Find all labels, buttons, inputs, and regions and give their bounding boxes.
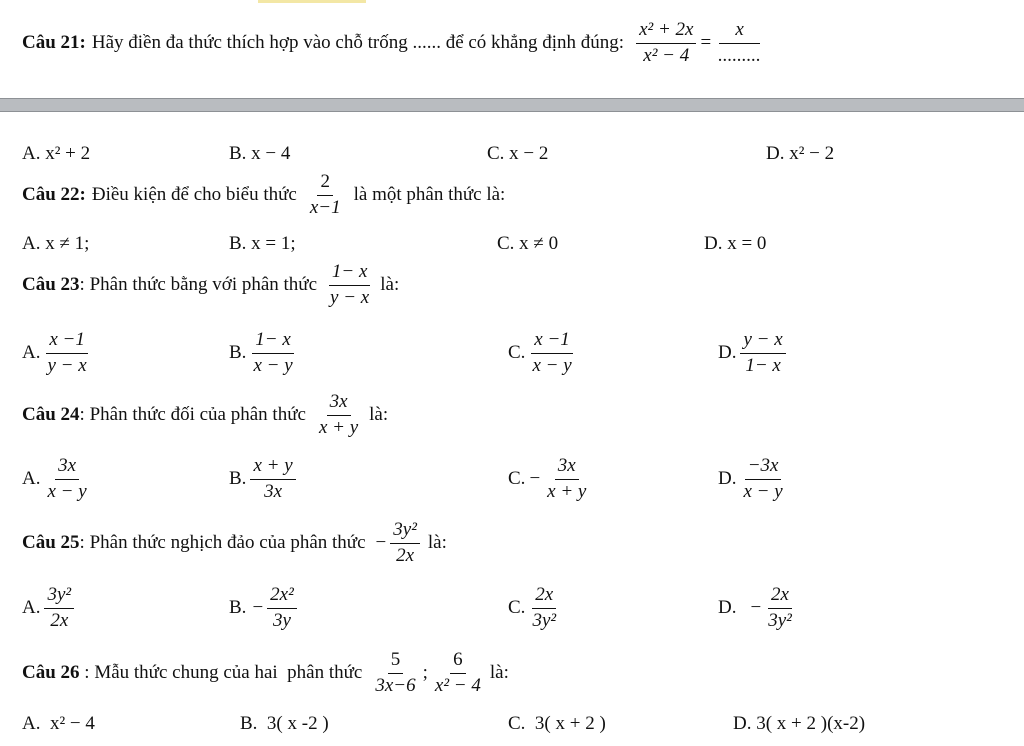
q24-option-d-numerator: −3x (745, 456, 782, 480)
q24-option-b-letter: B. (229, 468, 247, 490)
q26-semicolon: ; (422, 662, 428, 684)
q21-option-b: B. x − 4 (229, 143, 291, 164)
q24-option-d-letter: D. (718, 468, 737, 490)
q25-option-d-sign: − (750, 597, 762, 619)
q26-option-a: A. x² − 4 (22, 713, 95, 734)
q25-text-after: là: (427, 532, 447, 554)
q23-option-a (22, 330, 94, 377)
q24-option-c-numerator: 3x (555, 456, 579, 480)
q23-option-d-denominator: 1− x (745, 354, 781, 376)
q24-text-after: là: (369, 404, 389, 426)
q26-fraction-2 (432, 650, 484, 697)
q25-option-a (22, 585, 78, 632)
q24-option-a-numerator: 3x (55, 456, 79, 480)
q23-option-a-denominator: y − x (47, 354, 87, 376)
q25-numerator: 3y² (390, 520, 420, 544)
q23-denominator: y − x (330, 286, 370, 308)
q21-rhs-blank: ......... (718, 44, 761, 66)
question-24 (22, 392, 388, 439)
q25-option-a-numerator: 3y² (44, 585, 74, 609)
q24-option-c-denominator: x + y (547, 480, 587, 502)
q26-option-b: B. 3( x -2 ) (240, 713, 329, 734)
q26-fraction-1 (372, 650, 418, 697)
q25-option-c (508, 585, 563, 632)
q26-text-after: là: (489, 662, 509, 684)
q25-option-d-denominator: 3y² (768, 609, 792, 631)
q23-option-c-letter: C. (508, 342, 526, 364)
q23-option-d-numerator: y − x (740, 330, 785, 354)
q25-option-b-sign: − (252, 597, 264, 619)
q23-text-after: là: (380, 274, 400, 296)
q24-option-c (508, 456, 593, 503)
q23-option-b-letter: B. (229, 342, 247, 364)
q22-denominator: x−1 (309, 196, 341, 218)
q26-fraction-1-numerator: 5 (388, 650, 404, 674)
q23-option-b-denominator: x − y (253, 354, 293, 376)
q21-rhs-numerator: x (719, 20, 759, 44)
q25-option-b-numerator: 2x² (267, 585, 297, 609)
q21-equals: = (700, 32, 712, 54)
q25-option-c-numerator: 2x (532, 585, 556, 609)
q21-lhs-fraction (636, 20, 696, 67)
q22-option-d: D. x = 0 (704, 233, 767, 254)
q26-text: : Mẫu thức chung của hai phân thức (79, 662, 363, 684)
q23-option-b (229, 330, 300, 377)
q23-fraction (327, 262, 372, 309)
q21-lhs-denominator: x² − 4 (643, 44, 690, 66)
q25-denominator: 2x (396, 544, 415, 566)
q24-label: Câu 24 (22, 404, 80, 426)
q23-option-b-fraction (250, 330, 295, 377)
q23-option-a-fraction (44, 330, 89, 377)
q22-option-a: A. x ≠ 1; (22, 233, 90, 254)
question-23 (22, 262, 399, 309)
q25-option-d-fraction (765, 585, 795, 632)
q24-option-c-fraction (544, 456, 589, 503)
q24-option-d-fraction (740, 456, 785, 503)
question-22 (22, 172, 505, 219)
q24-option-a-fraction (44, 456, 89, 503)
q23-option-c-denominator: x − y (532, 354, 572, 376)
separator-bar (0, 98, 1024, 112)
q25-text: : Phân thức nghịch đảo của phân thức (79, 532, 366, 554)
q24-denominator: x + y (318, 416, 359, 438)
q26-fraction-2-denominator: x² − 4 (434, 674, 481, 696)
q21-rhs-fraction (715, 20, 764, 67)
q24-option-c-letter: C. (508, 468, 526, 490)
q25-option-c-letter: C. (508, 597, 526, 619)
q25-option-c-fraction (529, 585, 559, 632)
q21-option-d: D. x² − 2 (766, 143, 835, 164)
q23-option-c (508, 330, 579, 377)
q24-option-d (718, 456, 790, 503)
q24-option-a-letter: A. (22, 468, 41, 490)
q24-option-b (229, 456, 300, 503)
q26-fraction-1-denominator: 3x−6 (375, 674, 416, 696)
top-highlight-strip (258, 0, 366, 3)
q22-numerator: 2 (317, 172, 333, 196)
q25-option-d-letter: D. (718, 597, 737, 619)
q25-option-a-letter: A. (22, 597, 41, 619)
q25-option-c-denominator: 3y² (532, 609, 557, 631)
q22-text-after: là một phân thức là: (353, 184, 506, 206)
q25-option-d-numerator: 2x (768, 585, 792, 609)
q25-label: Câu 25 (22, 532, 80, 554)
q23-label: Câu 23 (22, 274, 80, 296)
q23-option-d-fraction (740, 330, 785, 377)
q22-fraction (307, 172, 344, 219)
q23-option-d-letter: D. (718, 342, 737, 364)
q25-fraction (390, 520, 420, 567)
q23-option-b-numerator: 1− x (252, 330, 294, 354)
q25-option-d (718, 585, 799, 632)
q25-option-b-denominator: 3y (273, 609, 291, 631)
q21-text: Hãy điền đa thức thích hợp vào chỗ trống ...... để có khẳng định đúng: (91, 32, 625, 54)
q23-text: : Phân thức bằng với phân thức (79, 274, 318, 296)
q25-option-b-letter: B. (229, 597, 247, 619)
q24-option-b-denominator: 3x (264, 480, 282, 502)
q24-option-c-sign: − (529, 468, 541, 490)
q23-numerator: 1− x (329, 262, 371, 286)
q23-option-c-fraction (529, 330, 574, 377)
q25-option-a-fraction (44, 585, 74, 632)
q22-option-c: C. x ≠ 0 (497, 233, 559, 254)
q24-option-b-numerator: x + y (250, 456, 295, 480)
q24-fraction (316, 392, 361, 439)
q24-option-a (22, 456, 94, 503)
q23-option-a-letter: A. (22, 342, 41, 364)
q24-option-a-denominator: x − y (47, 480, 87, 502)
q22-label: Câu 22: (22, 184, 86, 206)
q24-option-b-fraction (250, 456, 295, 503)
q22-option-b: B. x = 1; (229, 233, 296, 254)
q21-option-a: A. x² + 2 (22, 143, 91, 164)
q25-option-a-denominator: 2x (50, 609, 69, 631)
question-25 (22, 520, 447, 567)
q24-text: : Phân thức đối của phân thức (79, 404, 306, 426)
q26-fraction-2-numerator: 6 (450, 650, 466, 674)
question-21 (22, 20, 768, 67)
q23-option-c-numerator: x −1 (531, 330, 573, 354)
q22-text: Điều kiện để cho biểu thức (91, 184, 297, 206)
q26-option-c: C. 3( x + 2 ) (508, 713, 606, 734)
q21-lhs-numerator: x² + 2x (636, 20, 696, 44)
q23-option-d (718, 330, 790, 377)
q24-numerator: 3x (327, 392, 351, 416)
question-26 (22, 650, 509, 697)
q23-option-a-numerator: x −1 (46, 330, 88, 354)
q21-label: Câu 21: (22, 32, 86, 54)
q24-option-d-denominator: x − y (743, 480, 783, 502)
q25-sign: − (375, 532, 387, 554)
q26-option-d: D. 3( x + 2 )(x-2) (733, 713, 866, 734)
q25-option-b (229, 585, 301, 632)
q25-option-b-fraction (267, 585, 297, 632)
q21-option-c: C. x − 2 (487, 143, 549, 164)
q26-label: Câu 26 (22, 662, 80, 684)
